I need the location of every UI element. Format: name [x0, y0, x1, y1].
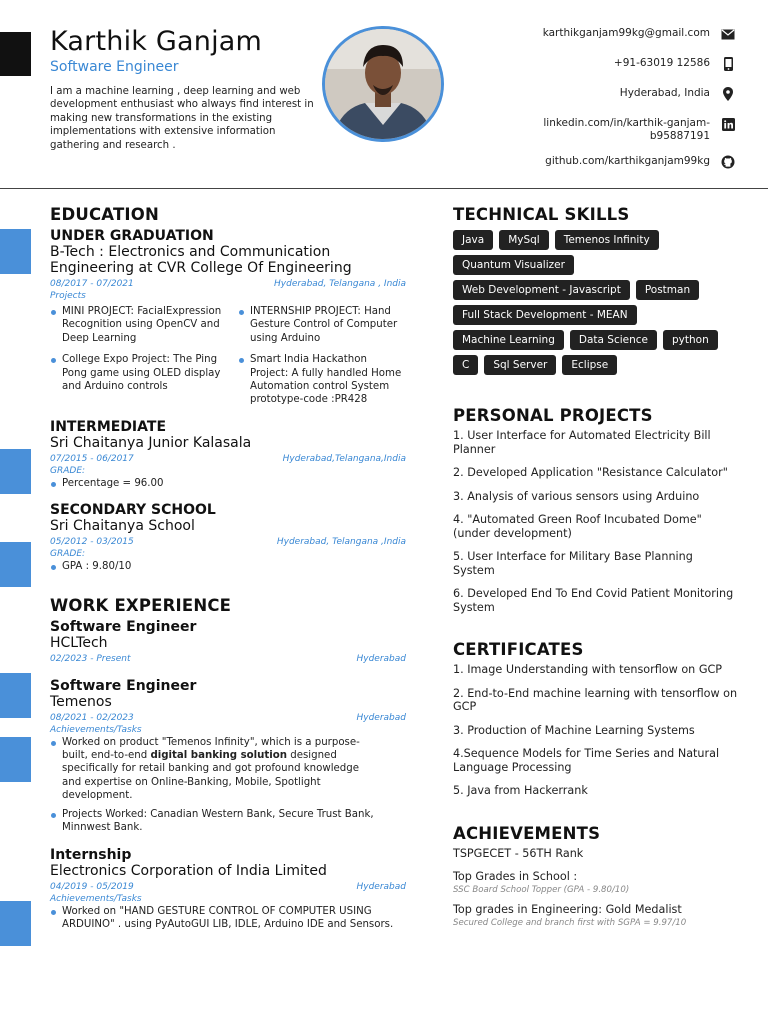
job-3-tasks-list: [50, 905, 400, 932]
list-item: 6. Developed End To End Covid Patient Monitoring System: [453, 587, 734, 614]
skills-title: TECHNICAL SKILLS: [453, 205, 630, 224]
list-item: 5. Java from Hackerrank: [453, 784, 588, 797]
education-title: EDUCATION: [50, 205, 159, 224]
job-1: [50, 619, 406, 664]
skills-tags: [453, 230, 733, 380]
email-text[interactable]: karthikganjam99kg@gmail.com: [542, 27, 710, 39]
accent-bar-ssc: [0, 542, 31, 587]
skill-tag: Machine Learning: [453, 330, 564, 350]
achievement-title: TSPGECET - 56TH Rank: [453, 846, 584, 860]
list-item: 1. Image Understanding with tensorflow on GCP: [453, 663, 723, 676]
ug-projects-label: Projects: [50, 291, 86, 301]
inter-heading: INTERMEDIATE: [50, 418, 167, 435]
ug-heading: UNDER GRADUATION: [50, 228, 214, 244]
achievements-title: ACHIEVEMENTS: [453, 823, 601, 843]
list-item: 2. End-to-End machine learning with tensorflow on GCP: [453, 686, 738, 713]
header-divider: [0, 188, 768, 189]
job-3-tasks-label: Achievements/Tasks: [50, 893, 142, 904]
list-item: 2. Developed Application "Resistance Calculator": [453, 466, 728, 479]
accent-bar-ug: [0, 229, 31, 274]
achievement-detail: Secured College and branch first with SGPA = 9.97/10: [453, 917, 687, 928]
list-item: Smart India Hackathon Project: A fully handled Home Automation control System prototype-code :PR428: [238, 353, 408, 407]
list-item: [453, 903, 738, 928]
skill-tag: Sql Server: [484, 355, 556, 375]
achievements-list: [453, 847, 738, 928]
ssc-school: Sri Chaitanya School: [50, 518, 195, 535]
candidate-role: Software Engineer: [50, 59, 179, 75]
achievement-title: Top Grades in School :: [453, 869, 578, 883]
ssc-meta: [50, 537, 406, 547]
skill-tag: Quantum Visualizer: [453, 255, 574, 275]
skill-tag: Temenos Infinity: [555, 230, 659, 250]
contact-location: [496, 87, 736, 101]
skill-tag: Data Science: [570, 330, 657, 350]
work-title: WORK EXPERIENCE: [50, 595, 232, 615]
education-ug: [50, 228, 406, 407]
accent-bar-job2: [0, 737, 31, 782]
ssc-heading: SECONDARY SCHOOL: [50, 502, 216, 519]
inter-grade-label: GRADE:: [50, 465, 86, 476]
list-item: 3. Production of Machine Learning Systems: [453, 723, 695, 737]
job-1-dates: 02/2023 - Present: [50, 653, 131, 664]
contact-email: [496, 27, 736, 41]
skill-tag: Postman: [636, 280, 699, 300]
job-2-tasks-list: [50, 736, 380, 835]
skill-tag: MySql: [499, 230, 549, 250]
github-text[interactable]: github.com/karthikganjam99kg: [545, 155, 710, 167]
job-2-location: Hyderabad: [356, 712, 406, 723]
achievement-detail: SSC Board School Topper (GPA - 9.80/10): [453, 884, 630, 895]
ug-degree: B-Tech : Electronics and Communication Engineering at CVR College Of Engineering: [50, 244, 352, 276]
education-inter: [50, 419, 406, 490]
inter-location: Hyderabad,Telangana,India: [282, 453, 406, 464]
ssc-location: Hyderabad, Telangana ,India: [276, 537, 406, 548]
list-item: 4.Sequence Models for Time Series and Natural Language Processing: [453, 747, 720, 774]
job-2-role: Software Engineer: [50, 677, 197, 694]
job-3-dates: 04/2019 - 05/2019: [50, 881, 134, 892]
summary-text: I am a machine learning , deep learning and web development enthusiast who always find interest in making new transformations in the existing implementations with extensive information gathering and research .: [50, 86, 314, 151]
right-column: [453, 205, 738, 928]
skill-tag: Web Development - Javascript: [453, 280, 630, 300]
phone-text[interactable]: +91-63019 12586: [613, 57, 710, 69]
task-text: designed specifically for retail banking and got profound knowledge and expertise on Online-Banking, Mobile, Spotlight development.: [62, 750, 359, 802]
job-1-company: HCLTech: [50, 634, 108, 651]
job-1-location: Hyderabad: [356, 653, 406, 664]
certificates-list: [453, 663, 738, 798]
list-item: [453, 870, 738, 895]
header-accent-bar: [0, 32, 31, 76]
job-2-tasks-label: Achievements/Tasks: [50, 724, 142, 735]
ssc-grade-list: [50, 560, 406, 573]
ug-projects-list: [50, 301, 406, 407]
accent-bar-job1: [0, 673, 31, 718]
job-1-role: Software Engineer: [50, 618, 197, 635]
task-text: Worked on product "Temenos Infinity", which is a purpose-built, end-to-end: [62, 736, 360, 762]
inter-school: Sri Chaitanya Junior Kalasala: [50, 434, 252, 451]
accent-bar-inter: [0, 449, 31, 494]
list-item: GPA : 9.80/10: [50, 560, 406, 573]
github-icon: [720, 155, 736, 169]
left-column: [50, 205, 406, 931]
certificates-title: CERTIFICATES: [453, 640, 584, 659]
job-2-dates: 08/2021 - 02/2023: [50, 712, 134, 723]
inter-grade-list: [50, 477, 406, 490]
list-item: 4. "Automated Green Roof Incubated Dome" (under development): [453, 513, 702, 540]
ug-dates: 08/2017 - 07/2021: [50, 279, 134, 289]
job-2-meta: [50, 713, 406, 723]
phone-icon: [720, 57, 736, 71]
skill-tag: Java: [453, 230, 493, 250]
linkedin-text[interactable]: linkedin.com/in/karthik-ganjam-b95887191: [543, 117, 710, 142]
skill-tag: Full Stack Development - MEAN: [453, 305, 637, 325]
contact-linkedin: [496, 117, 736, 143]
job-3: [50, 847, 406, 932]
map-pin-icon: [720, 87, 736, 101]
job-1-meta: [50, 654, 406, 664]
job-2: [50, 678, 406, 835]
list-item: Percentage = 96.00: [50, 477, 406, 490]
list-item: Projects Worked: Canadian Western Bank, Secure Trust Bank, Minnwest Bank.: [50, 808, 380, 835]
contact-github: [496, 155, 736, 169]
list-item: MINI PROJECT: FacialExpression Recognition using OpenCV and Deep Learning: [50, 305, 228, 345]
list-item: [50, 736, 380, 803]
ug-meta: [50, 279, 406, 289]
job-2-company: Temenos: [50, 693, 112, 710]
job-3-company: Electronics Corporation of India Limited: [50, 862, 327, 879]
projects-list: [453, 429, 738, 614]
accent-bar-job3: [0, 901, 31, 946]
contact-block: [496, 27, 736, 169]
skill-tag: Eclipse: [562, 355, 617, 375]
location-text: Hyderabad, India: [619, 87, 710, 99]
task-highlight: digital banking solution: [150, 750, 288, 762]
list-item: 5. User Interface for Military Base Planning System: [453, 550, 693, 577]
projects-title: PERSONAL PROJECTS: [453, 406, 653, 425]
job-3-role: Internship: [50, 846, 132, 863]
ssc-dates: 05/2012 - 03/2015: [50, 537, 134, 548]
list-item: College Expo Project: The Ping Pong game using OLED display and Arduino controls: [50, 353, 228, 407]
inter-meta: [50, 454, 406, 464]
profile-photo: [322, 26, 444, 142]
inter-dates: 07/2015 - 06/2017: [50, 453, 134, 464]
profile-photo-image: [325, 29, 441, 139]
list-item: 3. Analysis of various sensors using Arduino: [453, 489, 700, 503]
contact-phone: [496, 57, 736, 71]
education-ssc: [50, 502, 406, 573]
ug-location: Hyderabad, Telangana , India: [274, 279, 406, 289]
list-item: 1. User Interface for Automated Electricity Bill Planner: [453, 429, 711, 456]
skill-tag: python: [663, 330, 718, 350]
candidate-name: Karthik Ganjam: [50, 26, 263, 57]
skill-tag: C: [453, 355, 478, 375]
achievement-title: Top grades in Engineering: Gold Medalist: [453, 902, 682, 916]
job-3-meta: [50, 882, 406, 892]
linkedin-icon: [720, 117, 736, 131]
job-3-location: Hyderabad: [356, 881, 406, 892]
list-item: Worked on "HAND GESTURE CONTROL OF COMPUTER USING ARDUINO" . using PyAutoGUI LIB, IDLE, Arduino IDE and Sensors.: [50, 905, 400, 932]
list-item: INTERNSHIP PROJECT: Hand Gesture Control of Computer using Arduino: [238, 305, 408, 345]
list-item: [453, 847, 738, 861]
ssc-grade-label: GRADE:: [50, 549, 86, 560]
envelope-icon: [720, 27, 736, 41]
